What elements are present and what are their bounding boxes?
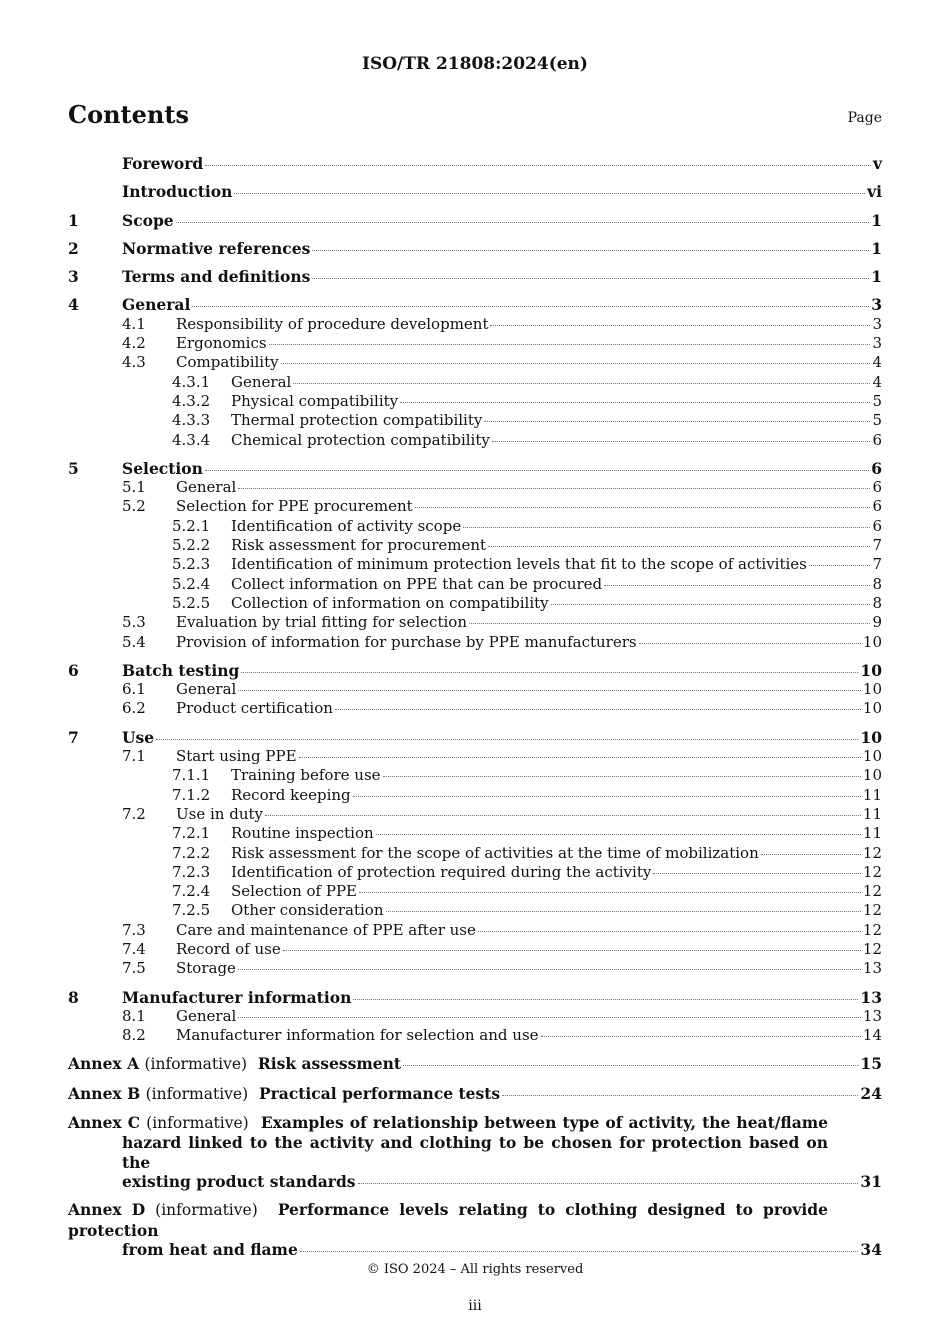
- toc-entry[interactable]: [68, 988, 882, 1007]
- toc-entry-number: 4: [68, 295, 79, 315]
- dot-leader: [358, 1183, 859, 1184]
- toc-entry-title: Provision of information for purchase by PPE manufacturers: [176, 632, 637, 651]
- toc-entry[interactable]: [68, 613, 882, 632]
- toc-entry-number: 6: [68, 660, 79, 680]
- toc-entry-title: Use in duty: [176, 804, 263, 823]
- dot-leader: [156, 739, 858, 740]
- dot-leader: [541, 1036, 861, 1037]
- toc-entry-title: Care and maintenance of PPE after use: [176, 920, 476, 939]
- toc-entry[interactable]: [68, 766, 882, 785]
- annex-title: Examples of relationship between type of activity, the heat/flame: [260, 1113, 828, 1133]
- dot-leader: [359, 892, 861, 893]
- toc-entry-number: 4.3: [122, 353, 146, 372]
- annex-id: Annex C: [68, 1113, 141, 1133]
- toc-entry-page: 12: [862, 901, 882, 920]
- toc-entry[interactable]: [68, 267, 882, 286]
- toc-entry-page: 11: [862, 804, 882, 823]
- dot-leader: [415, 507, 871, 508]
- toc-entry[interactable]: [68, 863, 882, 882]
- dot-leader: [604, 585, 870, 586]
- dot-leader: [312, 278, 869, 279]
- toc-entry[interactable]: [68, 411, 882, 430]
- toc-entry[interactable]: [68, 239, 882, 258]
- toc-entry-number: 5.2.5: [172, 593, 211, 612]
- toc-entry-title: Foreword: [122, 154, 204, 173]
- toc-entry-page: 13: [862, 1006, 882, 1025]
- toc-entry[interactable]: [68, 497, 882, 516]
- annex-type: (informative): [144, 1055, 248, 1074]
- dot-leader: [293, 383, 870, 384]
- toc-entry[interactable]: [68, 824, 882, 843]
- toc-entry-page: v: [872, 154, 882, 173]
- toc-entry[interactable]: [68, 182, 882, 201]
- toc-entry-page: 6: [872, 430, 882, 449]
- toc-entry-title: Risk assessment for the scope of activities at the time of mobilization: [231, 843, 759, 862]
- toc-entry-page: 12: [862, 843, 882, 862]
- toc-entry-page: 3: [872, 334, 882, 353]
- dot-leader: [205, 165, 871, 166]
- toc-entry-title: Thermal protection compatibility: [231, 411, 483, 430]
- toc-entries: [68, 154, 882, 1045]
- toc-entry-title: Record of use: [176, 939, 281, 958]
- toc-entry-title: Introduction: [122, 182, 233, 202]
- toc-entry-title: Risk assessment for procurement: [231, 536, 487, 555]
- annex-type: (informative): [155, 1201, 258, 1220]
- toc-entry-number: 7: [68, 727, 79, 747]
- toc-entry-page: 13: [860, 987, 882, 1007]
- toc-entry[interactable]: [68, 1007, 882, 1026]
- toc-entry-page: 4: [872, 372, 882, 391]
- dot-leader: [234, 193, 865, 194]
- dot-leader: [403, 1065, 858, 1066]
- toc-entry-number: 7.2.2: [172, 843, 211, 862]
- page-number: iii: [468, 1298, 482, 1314]
- toc-entry-page: 3: [872, 314, 882, 333]
- toc-entry-page: 10: [862, 699, 882, 718]
- dot-leader: [353, 999, 858, 1000]
- toc-entry-title: General: [231, 372, 292, 391]
- toc-entry[interactable]: [68, 786, 882, 805]
- toc-entry[interactable]: [68, 882, 882, 901]
- toc-entry-title: General: [122, 295, 191, 315]
- dot-leader: [238, 969, 861, 970]
- toc-entry-number: 5.2.3: [172, 555, 211, 574]
- toc-entry-title: General: [176, 680, 237, 699]
- dot-leader: [281, 363, 871, 364]
- toc-entry-number: 4.3.4: [172, 430, 211, 449]
- toc-entry-page: 10: [860, 727, 882, 747]
- dot-leader: [653, 873, 861, 874]
- toc-entry-number: 8: [68, 987, 79, 1007]
- toc-entry[interactable]: [68, 805, 882, 824]
- toc-entry-page: 11: [862, 785, 882, 804]
- toc-entry-number: 8.2: [122, 1026, 146, 1045]
- toc-entry-page: 11: [862, 824, 882, 843]
- page-column-label: Page: [847, 110, 882, 126]
- toc-entry-number: 5.2: [122, 497, 146, 516]
- toc-entry-page: 3: [871, 295, 882, 315]
- toc-entry-number: 7.2.4: [172, 882, 211, 901]
- toc-entry-number: 5: [68, 458, 79, 478]
- dot-leader: [463, 527, 870, 528]
- copyright-notice: © ISO 2024 – All rights reserved: [366, 1262, 584, 1277]
- toc-entry-number: 7.4: [122, 939, 146, 958]
- toc-entry-number: 2: [68, 238, 79, 258]
- toc-entry-page: 1: [871, 238, 882, 258]
- toc-entry[interactable]: [68, 901, 882, 920]
- toc-entry-title: Training before use: [231, 766, 381, 785]
- toc-entry-number: 5.3: [122, 613, 146, 632]
- toc-entry-number: 5.2.2: [172, 536, 211, 555]
- dot-leader: [383, 776, 861, 777]
- toc-entry-page: 10: [862, 680, 882, 699]
- annex-type: (informative): [145, 1084, 249, 1103]
- dot-leader: [265, 815, 861, 816]
- toc-entry-title: Selection: [122, 458, 203, 478]
- toc-annexes: [68, 1054, 882, 1259]
- toc-entry-title: Terms and definitions: [122, 267, 311, 287]
- toc-entry-number: 6.2: [122, 699, 146, 718]
- toc-annex[interactable]: [68, 1113, 882, 1191]
- annex-title: Performance levels relating to clothing designed to provide protection: [68, 1200, 828, 1240]
- toc-entry[interactable]: [68, 661, 882, 680]
- toc-entry-number: 7.5: [122, 959, 146, 978]
- annex-type: (informative): [146, 1114, 249, 1133]
- dot-leader: [283, 950, 861, 951]
- toc-entry[interactable]: [68, 392, 882, 411]
- toc-entry-number: 7.1: [122, 747, 146, 766]
- toc-entry-page: 1: [871, 210, 882, 230]
- annex-page: 34: [860, 1239, 882, 1259]
- toc-entry-title: Manufacturer information for selection and use: [176, 1026, 539, 1045]
- toc-entry-page: 9: [872, 613, 882, 632]
- annex-id: Annex B: [68, 1083, 141, 1103]
- dot-leader: [238, 488, 870, 489]
- toc-entry-title: Identification of protection required during the activity: [231, 862, 652, 881]
- toc-entry-page: 12: [862, 939, 882, 958]
- toc-entry-page: 12: [862, 920, 882, 939]
- dot-leader: [335, 709, 861, 710]
- toc-entry-title: Normative references: [122, 238, 311, 258]
- toc-entry[interactable]: [68, 747, 882, 766]
- toc-entry-page: 14: [862, 1026, 882, 1045]
- toc-entry-number: 3: [68, 267, 79, 287]
- toc-entry-title: Ergonomics: [176, 334, 267, 353]
- toc-entry-page: 6: [871, 458, 882, 478]
- toc-entry[interactable]: [68, 594, 882, 613]
- annex-title: Risk assessment: [257, 1054, 402, 1074]
- toc-entry-number: 5.2.4: [172, 574, 211, 593]
- toc-entry-title: Responsibility of procedure development: [176, 314, 489, 333]
- toc-entry[interactable]: [68, 921, 882, 940]
- dot-leader: [353, 796, 861, 797]
- toc-entry-number: 7.2.5: [172, 901, 211, 920]
- toc-entry-title: Identification of minimum protection levels that fit to the scope of activities: [231, 555, 807, 574]
- toc-entry-title: Scope: [122, 210, 174, 230]
- toc-entry-page: 10: [862, 766, 882, 785]
- toc-entry-page: 10: [860, 660, 882, 680]
- toc-entry-title: Evaluation by trial fitting for selection: [176, 613, 467, 632]
- toc-entry-title: Use: [122, 727, 155, 747]
- toc-entry-number: 7.3: [122, 920, 146, 939]
- toc-entry[interactable]: [68, 517, 882, 536]
- toc-entry-number: 5.2.1: [172, 516, 211, 535]
- table-of-contents: [68, 154, 882, 1259]
- toc-entry-number: 1: [68, 210, 79, 230]
- toc-entry[interactable]: [68, 555, 882, 574]
- toc-entry-page: 5: [872, 411, 882, 430]
- toc-entry-title: Selection of PPE: [231, 882, 357, 901]
- toc-entry[interactable]: [68, 353, 882, 372]
- toc-entry-page: 13: [862, 959, 882, 978]
- toc-entry-page: 6: [872, 478, 882, 497]
- dot-leader: [469, 623, 870, 624]
- dot-leader: [761, 854, 861, 855]
- toc-entry[interactable]: [68, 940, 882, 959]
- toc-entry-title: Collect information on PPE that can be procured: [231, 574, 603, 593]
- toc-entry-title: Storage: [176, 959, 236, 978]
- toc-entry-number: 7.2: [122, 804, 146, 823]
- toc-entry[interactable]: [68, 295, 882, 314]
- toc-entry[interactable]: [68, 154, 882, 173]
- annex-id: Annex A: [68, 1054, 140, 1074]
- toc-entry-title: Compatibility: [176, 353, 279, 372]
- toc-entry-title: Collection of information on compatibility: [231, 593, 549, 612]
- toc-entry-page: 10: [862, 632, 882, 651]
- dot-leader: [551, 604, 871, 605]
- toc-entry-title: Physical compatibility: [231, 391, 399, 410]
- dot-leader: [502, 1095, 858, 1096]
- toc-entry[interactable]: [68, 315, 882, 334]
- dot-leader: [205, 470, 869, 471]
- toc-entry[interactable]: [68, 633, 882, 652]
- toc-entry-page: 1: [871, 267, 882, 287]
- toc-entry[interactable]: [68, 536, 882, 555]
- toc-entry-number: 5.4: [122, 632, 146, 651]
- dot-leader: [192, 306, 869, 307]
- toc-entry[interactable]: [68, 211, 882, 230]
- toc-entry-number: 4.3.1: [172, 372, 211, 391]
- document-id: ISO/TR 21808:2024(en): [362, 54, 588, 74]
- toc-entry[interactable]: [68, 680, 882, 699]
- toc-entry-number: 5.1: [122, 478, 146, 497]
- dot-leader: [300, 1251, 859, 1252]
- annex-last-line: [68, 1240, 882, 1259]
- toc-entry-page: 8: [872, 593, 882, 612]
- annex-last-line: [68, 1172, 882, 1191]
- toc-entry-number: 7.1.1: [172, 766, 211, 785]
- dot-leader: [176, 222, 870, 223]
- toc-entry-title: Chemical protection compatibility: [231, 430, 490, 449]
- toc-entry-title: Other consideration: [231, 901, 384, 920]
- toc-entry-page: 10: [862, 747, 882, 766]
- toc-entry-page: 7: [872, 555, 882, 574]
- dot-leader: [809, 565, 871, 566]
- annex-page: 15: [860, 1054, 882, 1074]
- dot-leader: [238, 1017, 861, 1018]
- toc-entry-title: Routine inspection: [231, 824, 374, 843]
- toc-entry-page: 5: [872, 391, 882, 410]
- toc-entry[interactable]: [68, 728, 882, 747]
- toc-entry-page: 4: [872, 353, 882, 372]
- dot-leader: [484, 421, 870, 422]
- toc-entry-number: 4.2: [122, 334, 146, 353]
- toc-entry-number: 4.3.3: [172, 411, 211, 430]
- toc-entry[interactable]: [68, 459, 882, 478]
- toc-entry-page: 6: [872, 516, 882, 535]
- dot-leader: [400, 402, 870, 403]
- annex-title-line: from heat and flame: [122, 1239, 298, 1259]
- toc-entry-number: 8.1: [122, 1006, 146, 1025]
- dot-leader: [488, 546, 870, 547]
- annex-title-line: existing product standards: [122, 1171, 356, 1191]
- toc-entry[interactable]: [68, 431, 882, 450]
- annex-id: Annex D: [68, 1200, 146, 1220]
- toc-entry-number: 7.1.2: [172, 785, 211, 804]
- annex-first-line: [68, 1200, 882, 1240]
- toc-entry-title: General: [176, 1006, 237, 1025]
- toc-entry[interactable]: [68, 334, 882, 353]
- toc-entry-title: Manufacturer information: [122, 987, 352, 1007]
- toc-entry-title: Record keeping: [231, 785, 351, 804]
- toc-entry-title: Identification of activity scope: [231, 516, 462, 535]
- toc-entry-page: 7: [872, 536, 882, 555]
- toc-entry[interactable]: [68, 575, 882, 594]
- toc-entry-page: 12: [862, 882, 882, 901]
- toc-annex[interactable]: [68, 1084, 882, 1104]
- annex-title-line: hazard linked to the activity and clothing to be chosen for protection based on the: [122, 1133, 828, 1172]
- toc-entry-number: 4.3.2: [172, 391, 211, 410]
- toc-entry-page: 8: [872, 574, 882, 593]
- annex-page: 24: [860, 1083, 882, 1103]
- dot-leader: [269, 344, 871, 345]
- dot-leader: [386, 911, 861, 912]
- dot-leader: [490, 325, 870, 326]
- toc-entry[interactable]: [68, 478, 882, 497]
- toc-entry-title: General: [176, 478, 237, 497]
- toc-annex[interactable]: [68, 1054, 882, 1074]
- toc-entry-number: 7.2.1: [172, 824, 211, 843]
- toc-entry-title: Batch testing: [122, 660, 240, 680]
- toc-entry[interactable]: [68, 959, 882, 978]
- annex-page: 31: [860, 1171, 882, 1191]
- dot-leader: [639, 643, 861, 644]
- toc-entry-title: Selection for PPE procurement: [176, 497, 413, 516]
- page-title: Contents: [68, 100, 189, 129]
- toc-entry[interactable]: [68, 373, 882, 392]
- toc-entry-page: 12: [862, 862, 882, 881]
- dot-leader: [478, 931, 861, 932]
- annex-title: Practical performance tests: [258, 1083, 501, 1103]
- toc-entry-number: 7.2.3: [172, 862, 211, 881]
- toc-entry-page: 6: [872, 497, 882, 516]
- toc-entry-number: 4.1: [122, 314, 146, 333]
- toc-annex[interactable]: [68, 1200, 882, 1259]
- dot-leader: [238, 690, 861, 691]
- toc-entry[interactable]: [68, 1026, 882, 1045]
- annex-first-line: [68, 1113, 882, 1133]
- dot-leader: [376, 834, 861, 835]
- dot-leader: [312, 250, 869, 251]
- dot-leader: [241, 672, 858, 673]
- toc-entry[interactable]: [68, 844, 882, 863]
- toc-entry-title: Start using PPE: [176, 747, 297, 766]
- toc-entry-number: 6.1: [122, 680, 146, 699]
- toc-entry-page: vi: [867, 182, 882, 202]
- dot-leader: [492, 441, 871, 442]
- toc-entry-title: Product certification: [176, 699, 333, 718]
- toc-entry[interactable]: [68, 699, 882, 718]
- dot-leader: [299, 757, 861, 758]
